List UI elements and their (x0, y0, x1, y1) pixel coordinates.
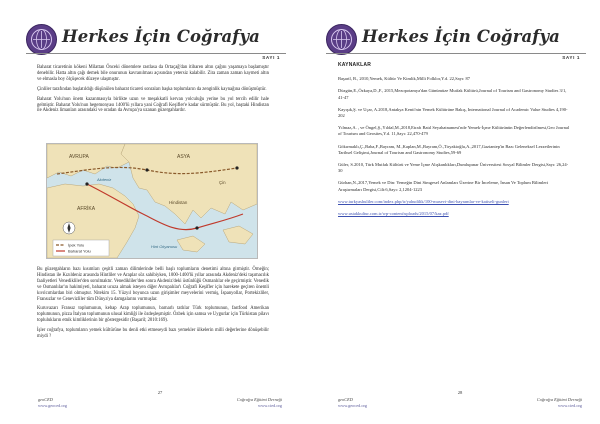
map-label: Hindistan (169, 200, 188, 205)
footer-url[interactable]: www.geoced.org (338, 403, 367, 408)
paragraph: Kuruvazarı Fransız toplumunun, kebap Arap toplumunun, barnarlı tatlılar Türk toplumunun, fastfood Amerikan toplumunun, pizza İtalyan toplumunun ulusal kimliği ile özdeşleşmiştir. Özbek için samsa ve Uygurlar için Türkistan pilavı toplulukların etnik kimliklerinin bir göstergesidir (Başaril; 2010:169). (37, 306, 269, 324)
footer-org-short: geoCED (38, 397, 53, 402)
map-label: Akdeniz (97, 177, 112, 182)
reference-link[interactable]: www.turkyashuliler.com/index.php/tr/yahudilik/100-musevi-dini-bayramlar-ve-katiseli-gunleri (338, 198, 509, 204)
magazine-title: Herkes İçin Coğrafya (62, 27, 260, 46)
reference-item: Güler, S.2010, Türk Mutfak Kültürü ve Yeme İçme Alışkanlıkları,Dumlupınar Üniversitesi Sosyal Bilimler Dergisi,Sayı: 26,24-30 (338, 162, 569, 174)
reference-link[interactable]: www.ustakkultur.com.tr/wp-content/uploads/2015/07/kaz.pdf (338, 211, 449, 217)
page-footer (38, 390, 282, 412)
footer-url[interactable]: www.geoced.org (38, 403, 67, 408)
page-header (18, 10, 288, 60)
issue-number: SAYI 1 (262, 55, 280, 60)
reference-item: Gökırmaklı,Ç.,Baba,F.,Bayram, M.,Kaplan,M.,Bayram,Ö.,Tiryakioğlu,A.,2017,Gaziantep'in Bazı Geleneksel Lezzetlerinin Tarihsel Gelişimi,Journal of Tourism and Gastronomy Studies,59-69 (338, 143, 560, 155)
header-divider (326, 53, 586, 54)
map-label: AFRİKA (77, 206, 96, 212)
page-number: 27 (157, 390, 163, 395)
footer-left (338, 397, 367, 409)
footer-org-name: Coğrafya Eğitimi Derneği (236, 397, 282, 402)
reference-item: Başaril, B., 2010,Yemek, Kültür Ve Kimlik,Milli Folklor,Y.d. 22,Sayı: 87 (338, 76, 470, 82)
map-legend-land: İpek Yolu (68, 242, 85, 248)
footer-org-short: geoCED (338, 397, 353, 402)
references-heading: KAYNAKLAR (338, 62, 372, 68)
paragraph: Bu güzergahların bazı kısımları çeşitli zaman dilimlerinde belli başlı toplumların denetimi altına girmiştir. Örneğin; Hindistan ile Kızıldeniz arasında Hintliler ve Araplar söz sahibiyken, 1000-1400'lü yıllar arasında Akdeniz'deki taşımacılık faaliyetleri Venedikliler'den sorulmaktır. Venedikliler'den sonra Akdeniz'deki üstünlüğü Osmanlılar ele geçirmiştir. Venedik ve Osmanlılar'ın hakimiyeti, baharat ucuza almak isteyen diğer Avrupalılar'ı Coğrafi Keşifler için harekete geçiren önemli kıvılcımlardan biri olmuştur. Nitekim 15. Yüzyıl boyunca uzun girişimler meyvelerini vermiş, İspanyollar, Portekizliler, Fransızlar ve Cenevizliler tüm Dünya'ya damgalarını vurmuşlar. (37, 267, 269, 302)
magazine-logo-icon (326, 24, 357, 55)
map-legend-sea: Baharat Yolu (68, 248, 91, 254)
footer-url[interactable]: www.cied.org (258, 403, 282, 408)
page-footer (338, 390, 582, 412)
paragraph: Çinliler tarafından başlatıldığı düşünülen baharat ticareti sonraları başka toplumların da zenginlik kaynağına dönüşmüştür. (37, 86, 267, 92)
issue-number: SAYI 1 (562, 55, 580, 60)
references-section (338, 62, 570, 223)
paragraph: Baharat Yolu'nun önem kazanmasıyla birlikte uzun ve meşakkatli kervan yolculuğu yerine bu yol tercih edilir hale gelmiştir. Baharat Yolu'nun hegemonyası 1400'lü yıllara yani Coğrafi Keşifler'e kadar sürmüştür. Bu yol, baştaki Hindistan ile Akdeniz limanları arasındaki ve oradan da Avrupa'ya uzanan güzergahlardır. (37, 96, 269, 114)
footer-right (237, 397, 282, 409)
map-label: Hint Okyanusu (151, 244, 178, 249)
page-header (318, 10, 588, 60)
article-text-top (37, 65, 269, 118)
paragraph: Baharat ticaretinin kökeni Milattan Önceki dönemlere rastlasa da Ortaçağ'dan itibaren altın çağını yaşamaya başlamıştır denebilir. Hatta altın çağı demek bile onurunun kavranılması açısından yetersiz kalabilir. Zira zaman zaman kaymeti altın ve elmasla boy ölçüşecek düzeye ulaşmıştır. (37, 65, 269, 82)
map-label: AVRUPA (69, 154, 89, 160)
magazine-logo-icon (26, 24, 57, 55)
paragraph: İşler coğrafya, toplumların yemek kültürüne bu denli etki etmeseydi bazı yemekler ülkelerin milli değerlerine dönüşebilir miydi ? (37, 328, 269, 340)
reference-item: Yılmaz,A. , ve Öngel,Ş.,Yıldal,M.,2018,Etrafı Batıl Seyahatnamesi'nde Yemek-İçme Kültürünün Değerlendirilmesi,Geo Journal of Tourism and Geosites,Y.d. 11,Sayı: 22,470-479 (338, 125, 570, 137)
spice-route-map (46, 143, 258, 259)
article-text-bottom (37, 267, 269, 344)
map-label: ASYA (177, 154, 190, 160)
page-number: 28 (457, 390, 463, 395)
footer-org-name: Coğrafya Eğitimi Derneği (536, 397, 582, 402)
magazine-title: Herkes İçin Coğrafya (362, 27, 560, 46)
footer-left (38, 397, 67, 409)
footer-url[interactable]: www.cied.org (558, 403, 582, 408)
reference-item: Gürhan,N.,2017,Yemek ve Din: Yemeğin Dini Simgesel Anlamları Üzerine Bir İnceleme, İnsan Ve Toplum Bilimleri Araştırmaları Dergisi,Cilt:6,Sayı: 2,1204-1223 (338, 180, 549, 192)
header-divider (26, 53, 286, 54)
footer-right (537, 397, 582, 409)
reference-item: Kayışık,Ş. ve Uçar, A.2018,Antakya Kenti'nin Yemek Kültürüne Bakış, International Journal of Academic Value Studies 4,190-202 (338, 106, 568, 119)
reference-item: Düzgün,E.,Özkaya,D.,F., 2015,Mezopotamya'dan Günümüze Mutfak Kültürü,Journal of Tourism and Gastronomy Studies 3/1, 41-47 (338, 88, 567, 100)
page-right (300, 0, 600, 424)
map-label: Çin (219, 180, 226, 185)
